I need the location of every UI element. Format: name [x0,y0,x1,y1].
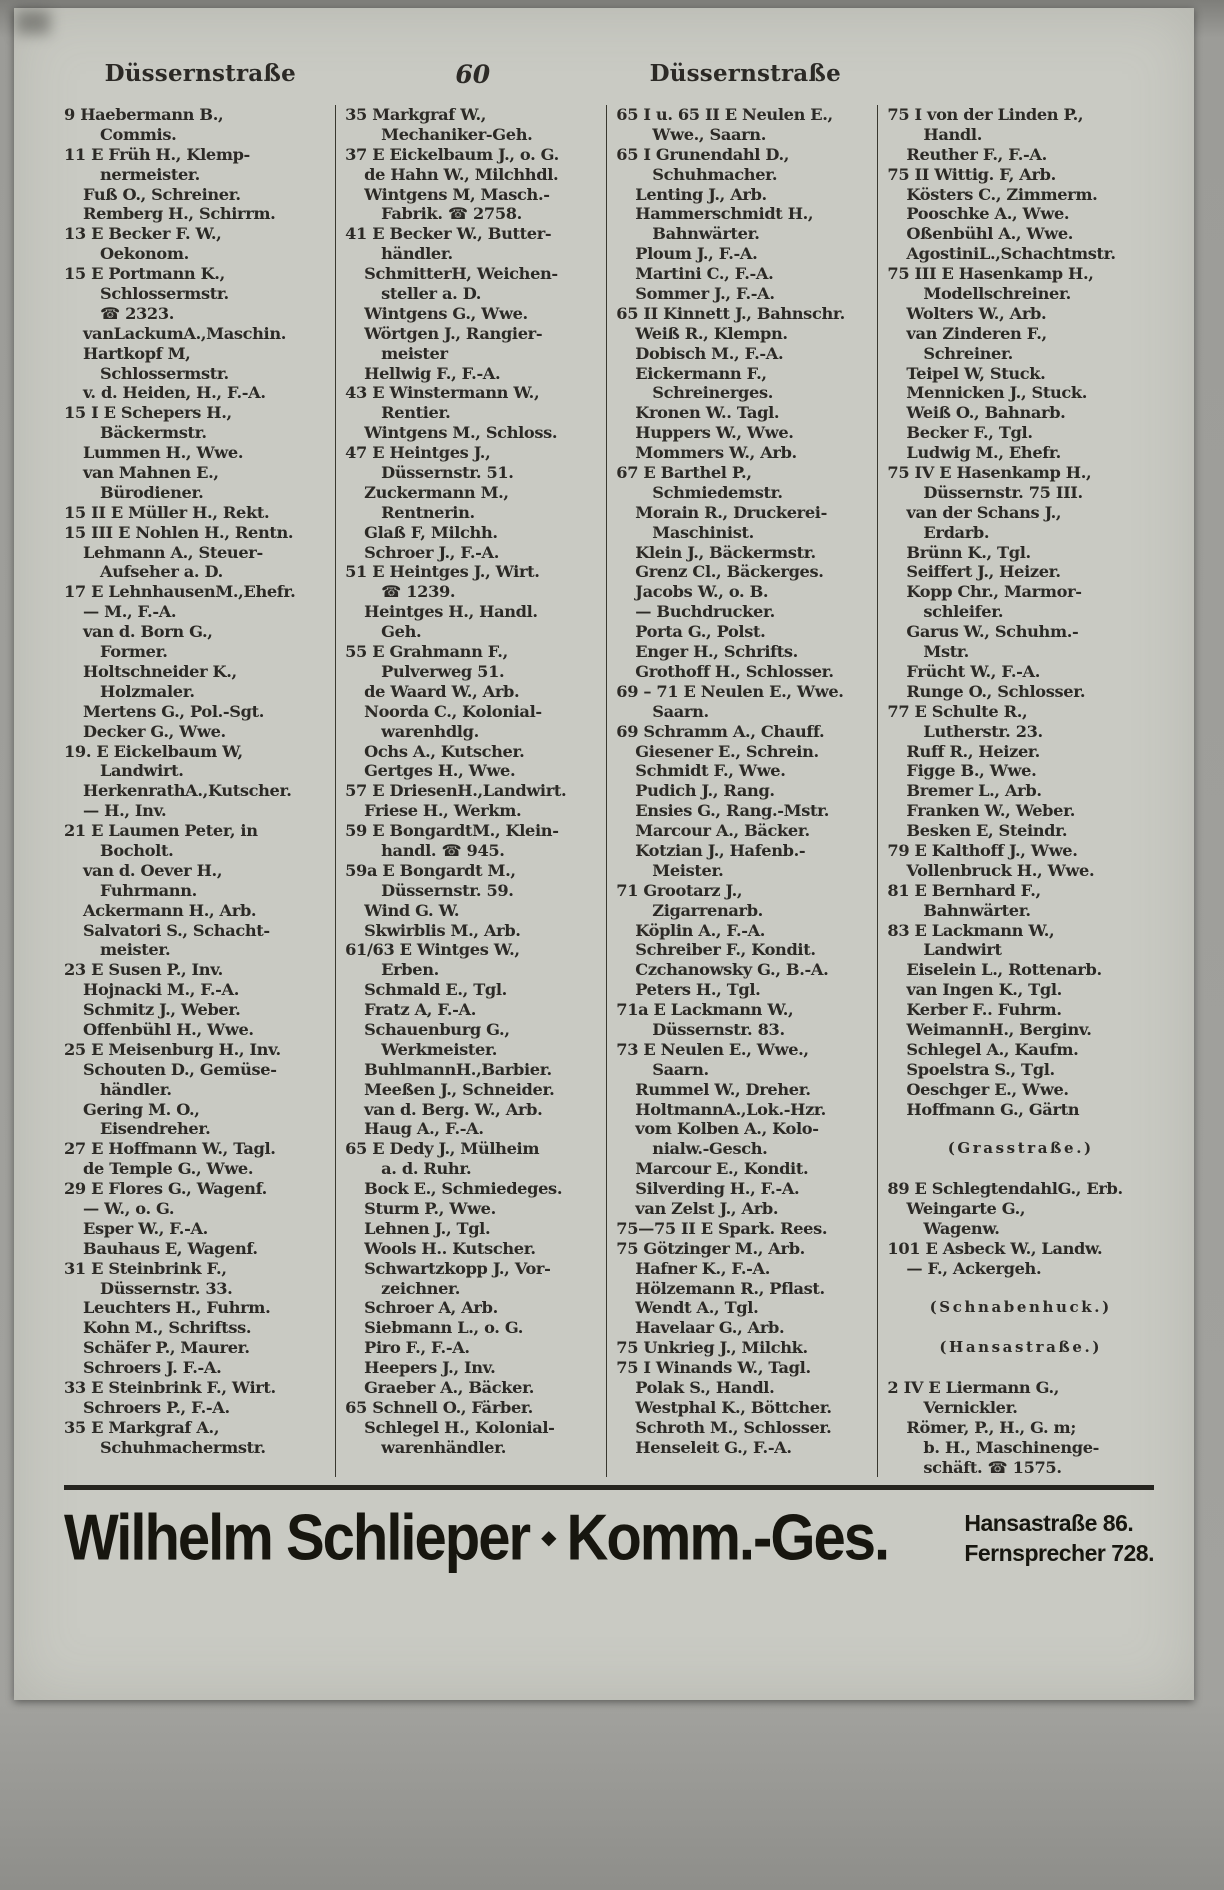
directory-line: Haug A., F.-A. [364,1119,484,1139]
directory-line: 47 E Heintges J., [345,443,491,463]
directory-line: Teipel W, Stuck. [906,363,1046,383]
directory-line: Silverding H., F.-A. [635,1179,800,1199]
directory-line: Köplin A., F.-A. [635,920,766,940]
directory-line: de Temple G., Wwe. [83,1159,254,1179]
directory-line: Hafner K., F.-A. [635,1258,771,1278]
directory-line: Esper W., F.-A. [83,1218,208,1238]
directory-line: vanLackumA.,Maschin. [83,323,287,343]
directory-line: Czchanowsky G., B.-A. [635,960,829,980]
directory-line: Zuckermann M., [364,482,509,502]
directory-line: 37 E Eickelbaum J., o. G. [345,144,559,164]
directory-line: Giesener E., Schrein. [635,741,819,761]
directory-line: 15 III E Nohlen H., Rentn. [64,522,294,542]
directory-line: van Zelst J., Arb. [635,1198,779,1218]
directory-line: Besken E, Steindr. [906,821,1068,841]
street-heading: (Grasstraße.) [947,1139,1094,1158]
directory-line: Piro F., F.-A. [364,1338,470,1358]
directory-line: 67 E Barthel P., [616,463,752,483]
directory-line: Schouten D., Gemüse- [83,1059,277,1079]
directory-line: 81 E Bernhard F., [887,880,1041,900]
directory-line: Bürodiener. [100,482,204,502]
directory-line: Spoelstra S., Tgl. [906,1059,1055,1079]
directory-line: Dobisch M., F.-A. [635,343,784,363]
directory-line: Martini C., F.-A. [635,264,774,284]
directory-line: Kösters C., Zimmerm. [906,184,1098,204]
directory-line: Henseleit G., F.-A. [635,1437,792,1457]
directory-line: Decker G., Wwe. [83,721,226,741]
directory-line: 69 – 71 E Neulen E., Wwe. [616,681,844,701]
directory-line: nialw.-Gesch. [652,1139,768,1159]
directory-line: Hellwig F., F.-A. [364,363,501,383]
directory-column-1 [64,105,335,1477]
directory-line: ☎ 1239. [381,582,456,602]
directory-line: 27 E Hoffmann W., Tagl. [64,1139,276,1159]
directory-line: Schlegel A., Kaufm. [906,1039,1079,1059]
directory-line: Remberg H., Schirrm. [83,204,276,224]
directory-line: Düssernstr. 75 III. [923,482,1083,502]
street-name-left: Düssernstraße [104,60,296,87]
directory-line: Hartkopf M, [83,343,191,363]
directory-line: Heintges H., Handl. [364,602,538,622]
directory-line: Schlegel H., Kolonial- [364,1417,555,1437]
directory-line: 51 E Heintges J., Wirt. [345,562,540,582]
directory-line: Morain R., Druckerei- [635,502,827,522]
directory-line: Lummen H., Wwe. [83,443,244,463]
directory-line: Meeßen J., Schneider. [364,1079,555,1099]
directory-line: Kronen W.. Tagl. [635,403,780,423]
directory-line: Noorda C., Kolonial- [364,701,542,721]
directory-line: 23 E Susen P., Inv. [64,960,223,980]
directory-line: Schroers J. F.-A. [83,1358,222,1378]
directory-line: Rentnerin. [381,502,475,522]
directory-line: Schreiber F., Kondit. [635,940,816,960]
directory-line: Lehmann A., Steuer- [83,542,263,562]
directory-line: 15 II E Müller H., Rekt. [64,502,270,522]
directory-line: 25 E Meisenburg H., Inv. [64,1039,281,1059]
directory-line: Hoffmann G., Gärtn [906,1099,1080,1119]
directory-line: 17 E LehnhausenM.,Ehefr. [64,582,296,602]
directory-line: Bremer L., Arb. [906,781,1042,801]
directory-line: Fuhrmann. [100,880,197,900]
directory-line: 75—75 II E Spark. Rees. [616,1218,828,1238]
directory-line: Aufseher a. D. [100,562,223,582]
directory-column-3 [606,105,877,1477]
directory-line: Rummel W., Dreher. [635,1079,811,1099]
directory-line: schleifer. [923,602,1004,622]
directory-line: 35 E Markgraf A., [64,1417,220,1437]
ad-company-type: Komm.-Ges. [566,1501,889,1575]
directory-line: van d. Oever H., [83,860,223,880]
directory-line: Siebmann L., o. G. [364,1318,524,1338]
directory-line: Pulverweg 51. [381,661,505,681]
directory-line: Handl. [923,124,982,144]
directory-line: Schmiedemstr. [652,482,783,502]
directory-line: 83 E Lackmann W., [887,920,1055,940]
directory-line: Seiffert J., Heizer. [906,562,1061,582]
directory-line: Marcour A., Bäcker. [635,821,810,841]
directory-line: Grenz Cl., Bäckerges. [635,562,824,582]
directory-line: 11 E Früh H., Klemp- [64,144,250,164]
directory-line: 21 E Laumen Peter, in [64,821,258,841]
directory-line: Marcour E., Kondit. [635,1159,809,1179]
directory-line: Fuß O., Schreiner. [83,184,241,204]
directory-line: Enger H., Schrifts. [635,642,798,662]
directory-line: Commis. [100,124,177,144]
directory-line: van Mahnen E., [83,463,219,483]
directory-line: Modellschreiner. [923,284,1071,304]
directory-line: Eiselein L., Rottenarb. [906,960,1102,980]
directory-line: Brünn K., Tgl. [906,542,1031,562]
directory-line: Schroer A, Arb. [364,1298,498,1318]
directory-line: Wendt A., Tgl. [635,1298,759,1318]
directory-line: nermeister. [100,164,200,184]
directory-line: Porta G., Polst. [635,622,766,642]
directory-line: 35 Markgraf W., [345,105,487,124]
directory-line: Peters H., Tgl. [635,980,761,1000]
directory-line: Wind G. W. [364,900,460,920]
directory-line: AgostiniL.,Schachtmstr. [906,244,1116,264]
directory-line: Landwirt. [100,761,184,781]
directory-line: händler. [100,1079,172,1099]
directory-line: Bock E., Schmiedeges. [364,1179,563,1199]
header-empty-cell [882,60,1155,89]
directory-line: Mennicken J., Stuck. [906,383,1088,403]
directory-line: 65 I Grunendahl D., [616,144,790,164]
directory-line: 33 E Steinbrink F., Wirt. [64,1378,276,1397]
directory-line: Schäfer P., Maurer. [83,1338,250,1358]
spacer [887,1358,1154,1378]
directory-line: 29 E Flores G., Wagenf. [64,1179,267,1199]
directory-line: 75 I Winands W., Tagl. [616,1358,811,1378]
directory-line: de Waard W., Arb. [364,681,520,701]
directory-line: Weingarte G., [906,1198,1026,1218]
directory-line: 19. E Eickelbaum W, [64,741,243,761]
directory-line: 61/63 E Wintges W., [345,940,520,960]
ad-phone: Fernsprecher 728. [964,1539,1154,1566]
directory-line: Saarn. [652,701,709,721]
directory-line: Becker F., Tgl. [906,423,1033,443]
directory-line: Gering M. O., [83,1099,200,1119]
directory-line: 71a E Lackmann W., [616,1000,794,1020]
directory-line: Jacobs W., o. B. [635,582,769,602]
directory-line: Ruff R., Heizer. [906,741,1040,761]
directory-line: 77 E Schulte R., [887,701,1028,721]
directory-line: Heepers J., Inv. [364,1358,496,1378]
directory-line: Ploum J., F.-A. [635,244,758,264]
directory-line: 79 E Kalthoff J., Wwe. [887,840,1078,860]
directory-line: Offenbühl H., Wwe. [83,1019,254,1039]
directory-line: 65 II Kinnett J., Bahnschr. [616,303,845,323]
directory-line: Havelaar G., Arb. [635,1318,785,1338]
directory-line: 65 Schnell O., Färber. [345,1397,533,1417]
directory-line: Wagenw. [923,1218,1000,1238]
directory-line: 65 I u. 65 II E Neulen E., [616,105,833,124]
directory-line: Kerber F.. Fuhrm. [906,1000,1062,1020]
directory-line: Erben. [381,960,439,980]
directory-line: 89 E SchlegtendahlG., Erb. [887,1179,1123,1199]
directory-line: Wintgens G., Wwe. [364,303,528,323]
directory-line: Schuhmacher. [652,164,778,184]
directory-line: Wwe., Saarn. [652,124,767,144]
directory-line: Skwirblis M., Arb. [364,920,521,940]
bottom-rule [64,1485,1154,1490]
directory-line: Wintgens M., Schloss. [364,423,558,443]
directory-line: Hojnacki M., F.-A. [83,980,240,1000]
directory-line: Runge O., Schlosser. [906,681,1086,701]
page-paper [14,8,1194,1700]
directory-line: Schlossermstr. [100,284,229,304]
directory-line: 69 Schramm A., Chauff. [616,721,825,741]
directory-line: 15 I E Schepers H., [64,403,232,423]
directory-line: Fabrik. ☎ 2758. [381,204,522,224]
directory-line: Hölzemann R., Pflast. [635,1278,825,1298]
directory-line: Weiß O., Bahnarb. [906,403,1066,423]
directory-line: 41 E Becker W., Butter- [345,224,552,244]
directory-line: Lutherstr. 23. [923,721,1043,741]
directory-line: warenhdlg. [381,721,479,741]
directory-line: Ludwig M., Ehefr. [906,443,1061,463]
directory-line: v. d. Heiden, H., F.-A. [83,383,266,403]
directory-line: Bahnwärter. [652,224,760,244]
directory-line: Westphal K., Böttcher. [635,1397,832,1417]
directory-line: Düssernstr. 83. [652,1019,785,1039]
directory-line: Mechaniker-Geh. [381,124,533,144]
directory-line: van Ingen K., Tgl. [906,980,1062,1000]
directory-line: Schuhmachermstr. [100,1437,266,1457]
directory-line: Schauenburg G., [364,1019,510,1039]
directory-line: Lehnen J., Tgl. [364,1218,491,1238]
directory-line: Reuther F., F.-A. [906,144,1047,164]
directory-column-4 [877,105,1154,1477]
directory-line: Düssernstr. 51. [381,463,514,483]
ad-address: Hansastraße 86. [964,1509,1134,1536]
directory-line: a. d. Ruhr. [381,1159,472,1179]
directory-line: 75 Götzinger M., Arb. [616,1238,805,1258]
directory-line: Eickermann F., [635,363,767,383]
directory-line: warenhändler. [381,1437,507,1457]
directory-line: 73 E Neulen E., Wwe., [616,1039,809,1059]
directory-line: händler. [381,244,453,264]
diamond-icon: ◆ [541,1527,557,1550]
directory-line: 55 E Grahmann F., [345,642,508,662]
directory-line: Gertges H., Wwe. [364,761,516,781]
directory-line: Ensies G., Rang.-Mstr. [635,801,830,821]
directory-line: Oeschger E., Wwe. [906,1079,1069,1099]
directory-column-2 [335,105,606,1477]
directory-line: ☎ 2323. [100,303,175,323]
directory-line: van d. Berg. W., Arb. [364,1099,543,1119]
directory-line: Franken W., Weber. [906,801,1076,821]
directory-line: Sturm P., Wwe. [364,1198,496,1218]
advertisement [64,1501,1154,1575]
street-heading: (Schnabenhuck.) [929,1298,1112,1317]
directory-line: Hammerschmidt H., [635,204,814,224]
directory-line: Friese H., Werkm. [364,801,522,821]
directory-line: Wintgens M, Masch.- [364,184,550,204]
directory-line: Vernickler. [923,1397,1018,1417]
spacer [887,1279,1154,1299]
ad-contact-block [956,1508,1154,1568]
directory-line: Eisendreher. [100,1119,211,1139]
directory-line: Landwirt [923,940,1002,960]
directory-line: Kopp Chr., Marmor- [906,582,1082,602]
directory-line: Düssernstr. 59. [381,880,514,900]
directory-line: Schreinerges. [652,383,773,403]
directory-line: Sommer J., F.-A. [635,284,775,304]
directory-line: 75 II Wittig. F, Arb. [887,164,1056,184]
spacer [887,1159,1154,1179]
directory-line: — H., Inv. [83,801,167,821]
directory-line: 43 E Winstermann W., [345,383,540,403]
directory-line: Huppers W., Wwe. [635,423,794,443]
directory-line: Leuchters H., Fuhrm. [83,1298,271,1318]
directory-line: vom Kolben A., Kolo- [635,1119,819,1139]
directory-line: 75 I von der Linden P., [887,105,1084,124]
directory-line: Weiß R., Klempn. [635,323,788,343]
directory-line: — M., F.-A. [83,602,177,622]
directory-line: Holtschneider K., [83,661,237,681]
scan-smudge [16,10,50,34]
directory-line: — F., Ackergeh. [906,1258,1042,1278]
directory-line: Ackermann H., Arb. [83,900,257,920]
directory-line: Oßenbühl A., Wwe. [906,224,1074,244]
directory-line: Kohn M., Schriftss. [83,1318,252,1338]
directory-line: zeichner. [381,1278,461,1298]
ad-company-name: Wilhelm Schlieper [64,1501,530,1575]
directory-line: Bahnwärter. [923,900,1031,920]
directory-line: schäft. ☎ 1575. [923,1457,1062,1477]
directory-line: WeimannH., Berginv. [906,1019,1092,1039]
directory-line: — W., o. G. [83,1198,175,1218]
directory-line: 57 E DriesenH.,Landwirt. [345,781,567,801]
directory-line: Düssernstr. 33. [100,1278,233,1298]
directory-line: Wörtgen J., Rangier- [364,323,543,343]
directory-line: Graeber A., Bäcker. [364,1378,535,1397]
directory-line: 13 E Becker F. W., [64,224,222,244]
directory-line: Erdarb. [923,522,990,542]
directory-line: 59a E Bongardt M., [345,860,516,880]
directory-line: BuhlmannH.,Barbier. [364,1059,552,1079]
directory-line: 101 E Asbeck W., Landw. [887,1238,1103,1258]
directory-line: Frücht W., F.-A. [906,661,1041,681]
directory-line: Bäckermstr. [100,423,207,443]
directory-line: handl. ☎ 945. [381,840,505,860]
directory-line: van d. Born G., [83,622,213,642]
directory-line: Ochs A., Kutscher. [364,741,525,761]
directory-line: de Hahn W., Milchhdl. [364,164,559,184]
directory-line: Lenting J., Arb. [635,184,767,204]
directory-line: 75 Unkrieg J., Milchk. [616,1338,808,1358]
directory-line: Polak S., Handl. [635,1378,775,1397]
directory-line: Schwartzkopp J., Vor- [364,1258,551,1278]
directory-line: Klein J., Bäckermstr. [635,542,816,562]
directory-line: Bauhaus E, Wagenf. [83,1238,258,1258]
directory-line: SchmitterH, Weichen- [364,264,558,284]
page-number: 60 [455,60,491,89]
spacer [887,1119,1154,1139]
directory-line: 2 IV E Liermann G., [887,1378,1060,1397]
directory-line: Schroer J., F.-A. [364,542,500,562]
directory-line: 59 E BongardtM., Klein- [345,821,559,841]
directory-line: 75 III E Hasenkamp H., [887,264,1094,284]
directory-line: Rentier. [381,403,451,423]
directory-line: Former. [100,642,168,662]
directory-line: meister [381,343,448,363]
directory-line: Holzmaler. [100,681,195,701]
directory-line: Schlossermstr. [100,363,229,383]
directory-line: meister. [100,940,171,960]
directory-line: Bocholt. [100,840,174,860]
directory-line: 75 IV E Hasenkamp H., [887,463,1092,483]
directory-line: Werkmeister. [381,1039,497,1059]
directory-line: Maschinist. [652,522,754,542]
directory-line: Schmitz J., Weber. [83,1000,241,1020]
street-name-right: Düssernstraße [649,60,841,87]
directory-line: Schroth M., Schlosser. [635,1417,832,1437]
directory-line: 65 E Dedy J., Mülheim [345,1139,540,1159]
directory-line: Schmald E., Tgl. [364,980,507,1000]
directory-line: Mertens G., Pol.-Sgt. [83,701,265,721]
directory-line: Figge B., Wwe. [906,761,1037,781]
directory-line: van Zinderen F., [906,323,1047,343]
directory-line: — Buchdrucker. [635,602,775,622]
directory-line: Saarn. [652,1059,709,1079]
directory-line: Römer, P., H., G. m; [906,1417,1076,1437]
spacer [887,1318,1154,1338]
directory-line: Salvatori S., Schacht- [83,920,270,940]
directory-line: Vollenbruck H., Wwe. [906,860,1095,880]
directory-line: 71 Grootarz J., [616,880,743,900]
directory-line: Pudich J., Rang. [635,781,775,801]
directory-line: Wolters W., Arb. [906,303,1047,323]
directory-line: Schmidt F., Wwe. [635,761,786,781]
directory-line: Zigarrenarb. [652,900,763,920]
directory-line: Meister. [652,860,724,880]
directory-line: Schreiner. [923,343,1013,363]
directory-line: Kotzian J., Hafenb.- [635,840,806,860]
directory-line: Fratz A, F.-A. [364,1000,477,1020]
directory-line: Geh. [381,622,422,642]
directory-line: Oekonom. [100,244,189,264]
directory-line: b. H., Maschinenge- [923,1437,1100,1457]
directory-line: Mstr. [923,642,969,662]
directory-line: HerkenrathA.,Kutscher. [83,781,292,801]
directory-line: Grothoff H., Schlosser. [635,661,834,681]
directory-line: 15 E Portmann K., [64,264,225,284]
directory-line: van der Schans J., [906,502,1062,522]
directory-line: steller a. D. [381,284,482,304]
directory-line: 9 Haebermann B., [64,105,224,124]
directory-line: Garus W., Schuhm.- [906,622,1079,642]
directory-line: Wools H.. Kutscher. [364,1238,536,1258]
directory-line: 31 E Steinbrink F., [64,1258,227,1278]
directory-line: Glaß F, Milchh. [364,522,498,542]
page-header [64,60,1154,89]
directory-columns [64,105,1154,1477]
directory-line: Pooschke A., Wwe. [906,204,1070,224]
directory-line: HoltmannA.,Lok.-Hzr. [635,1099,826,1119]
directory-line: Schroers P., F.-A. [83,1397,230,1417]
directory-line: Mommers W., Arb. [635,443,797,463]
street-heading: (Hansastraße.) [939,1338,1103,1357]
